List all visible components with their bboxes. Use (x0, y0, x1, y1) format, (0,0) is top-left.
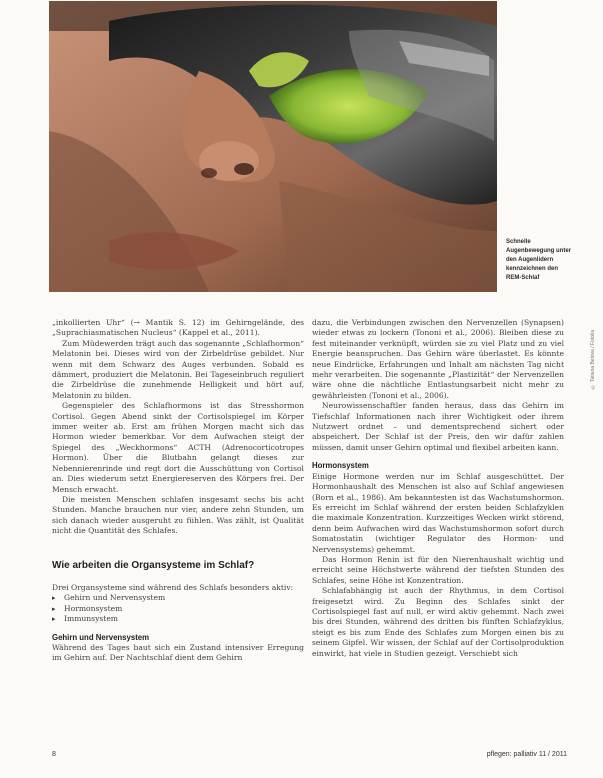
paragraph: Die meisten Menschen schlafen insgesamt sechs bis acht Stunden. Manche brauchen nur vier, andere zehn Stunden, um sich danach wieder ausgeruht zu fühlen. Was zählt, ist Qualität nicht die Quantität des Schlafes. (52, 494, 304, 536)
paragraph: Gegenspieler des Schlafhormons ist das Stresshormon Cortisol. Gegen Abend sinkt der Cortisolspiegel im Körper immer weiter ab. Erst am frühen Morgen macht sich das Hormon wieder bemerkbar. Vor dem Aufwachen steigt der Spiegel des „Weckhormons“ ACTH (Adrenocorticotropes Hormon). Über die Blutbahn gelangt dieses zur Nebennierenrinde und regt dort die Ausschüttung von Cortisol an. Dies wiederum setzt Energiereserven des Körpers frei. Der Mensch erwacht. (52, 401, 304, 494)
list-item: ▸ Gehirn und Nervensystem (52, 593, 166, 603)
arrow-bullet-icon: ▸ (52, 604, 56, 613)
paragraph: Während des Tages baut sich ein Zustand intensiver Erregung im Gehirn auf. Der Nachtschlaf dient dem Gehirn (52, 642, 304, 663)
subsection-heading: Gehirn und Nervensystem (52, 632, 150, 642)
hero-photo (49, 1, 497, 292)
magazine-footer: pflegen: palliativ 11 / 2011 (486, 751, 567, 758)
face-with-goggles-illustration (49, 1, 497, 292)
paragraph: Schlafabhängig ist auch der Rhythmus, in dem Cortisol freigesetzt wird. Zu Beginn des Schlafes sinkt der Cortisolspiegel fast auf null, er wird aktiv gehemmt. Nach zwei bis drei Stunden, während des dritten bis fünften Schlafzyklus, steigt es bis zum Ende des Schlafes zum Morgen einen bis zu seinem Gipfel. Wir wissen, der Schlaf auf der Cortisolproduktion einwirkt, hat viele in Studien gezeigt. Verschiebt sich (312, 586, 564, 658)
paragraph: dazu, die Verbindungen zwischen den Nervenzellen (Synapsen) wieder etwas zu lockern (Tononi et al., 2006). Bleiben diese zu fest miteinander verknüpft, würden sie zu viel Platz und zu viel Energie beanspruchen. Das Gehirn wäre überlastet. Es könnte neue Eindrücke, Erfahrungen und Inhalt am nächsten Tag nicht mehr verarbeiten. Die sogenannte „Plastizität“ der Nervenzellen wäre ohne die nächtliche Entlastungsarbeit nicht mehr zu gewährleisten (Tononi et al., 2006). (312, 318, 564, 400)
list-item: ▸ Hormonsystem (52, 603, 123, 613)
paragraph: Drei Organsysteme sind während des Schlafs besonders aktiv: (52, 582, 294, 592)
arrow-bullet-icon: ▸ (52, 594, 56, 603)
bullet-list (52, 593, 304, 624)
paragraph: Zum Müdewerden trägt auch das sogenannte „Schlafhormon“ Melatonin bei. Dieses wird von der Zirbeldrüse gebildet. Nur wenn mit dem Schwarz des Auges verbunden. Sobald es dämmert, produziert die Melatonin. Bei Tageseinbruch reguliert die Zirbeldrüse die zunehmende Helligkeit und hört auf, Melatonin zu bilden. (52, 338, 304, 400)
paragraph: Neurowissenschaftler fanden heraus, dass das Gehirn im Tiefschlaf Informationen nach ihrer Wichtigkeit oder ihrem Nutzwert ordnet – und dementsprechend sichert oder abspeichert. Der Schlaf ist der Preis, den wir dafür zahlen müssen, damit unser Gehirn optimal und flexibel arbeiten kann. (312, 401, 564, 452)
paragraph: „inkollierten Uhr“ (→ Mantik S. 12) im Gehirngelände, des „Suprachiasmatischen Nucleus“ (Kappel et al., 2011). (52, 318, 304, 338)
photo-caption: Schnelle Augenbewegung unter den Augenlidern kennzeichnen den REM-Schlaf (506, 239, 571, 281)
left-column (52, 318, 304, 664)
right-column (312, 318, 564, 659)
list-item: ▸ Immunsystem (52, 614, 119, 624)
arrow-bullet-icon: ▸ (52, 615, 56, 624)
paragraph: Einige Hormone werden nur im Schlaf ausgeschüttet. Der Hormonhaushalt des Menschen ist also auf Schlaf angewiesen (Born et al., 1986). Am bekanntesten ist das Wachstumshormon. Es erreicht im Schlaf während der ersten beiden Schlafzyklen die maximale Konzentration. Kurzzeitiges Wecken wirkt störend, denn beim Aufwachen wird das Wachstumshormon sofort durch Somatostatin (wichtiger Regulator des Hormon- und Nervensystems) gehemmt. (312, 471, 564, 554)
section-heading: Wie arbeiten die Organsysteme im Schlaf? (52, 559, 255, 571)
photo-credit: © Tatiana Belova / Fotolia (590, 330, 596, 390)
paragraph: Das Hormon Renin ist für den Nierenhaushalt wichtig und erreicht seine Höchstwerte während der tiefsten Stunden des Schlafes, seine Höhe ist Konzentration. (312, 554, 564, 585)
page-number: 8 (52, 751, 56, 758)
subsection-heading: Hormonsystem (312, 461, 369, 471)
